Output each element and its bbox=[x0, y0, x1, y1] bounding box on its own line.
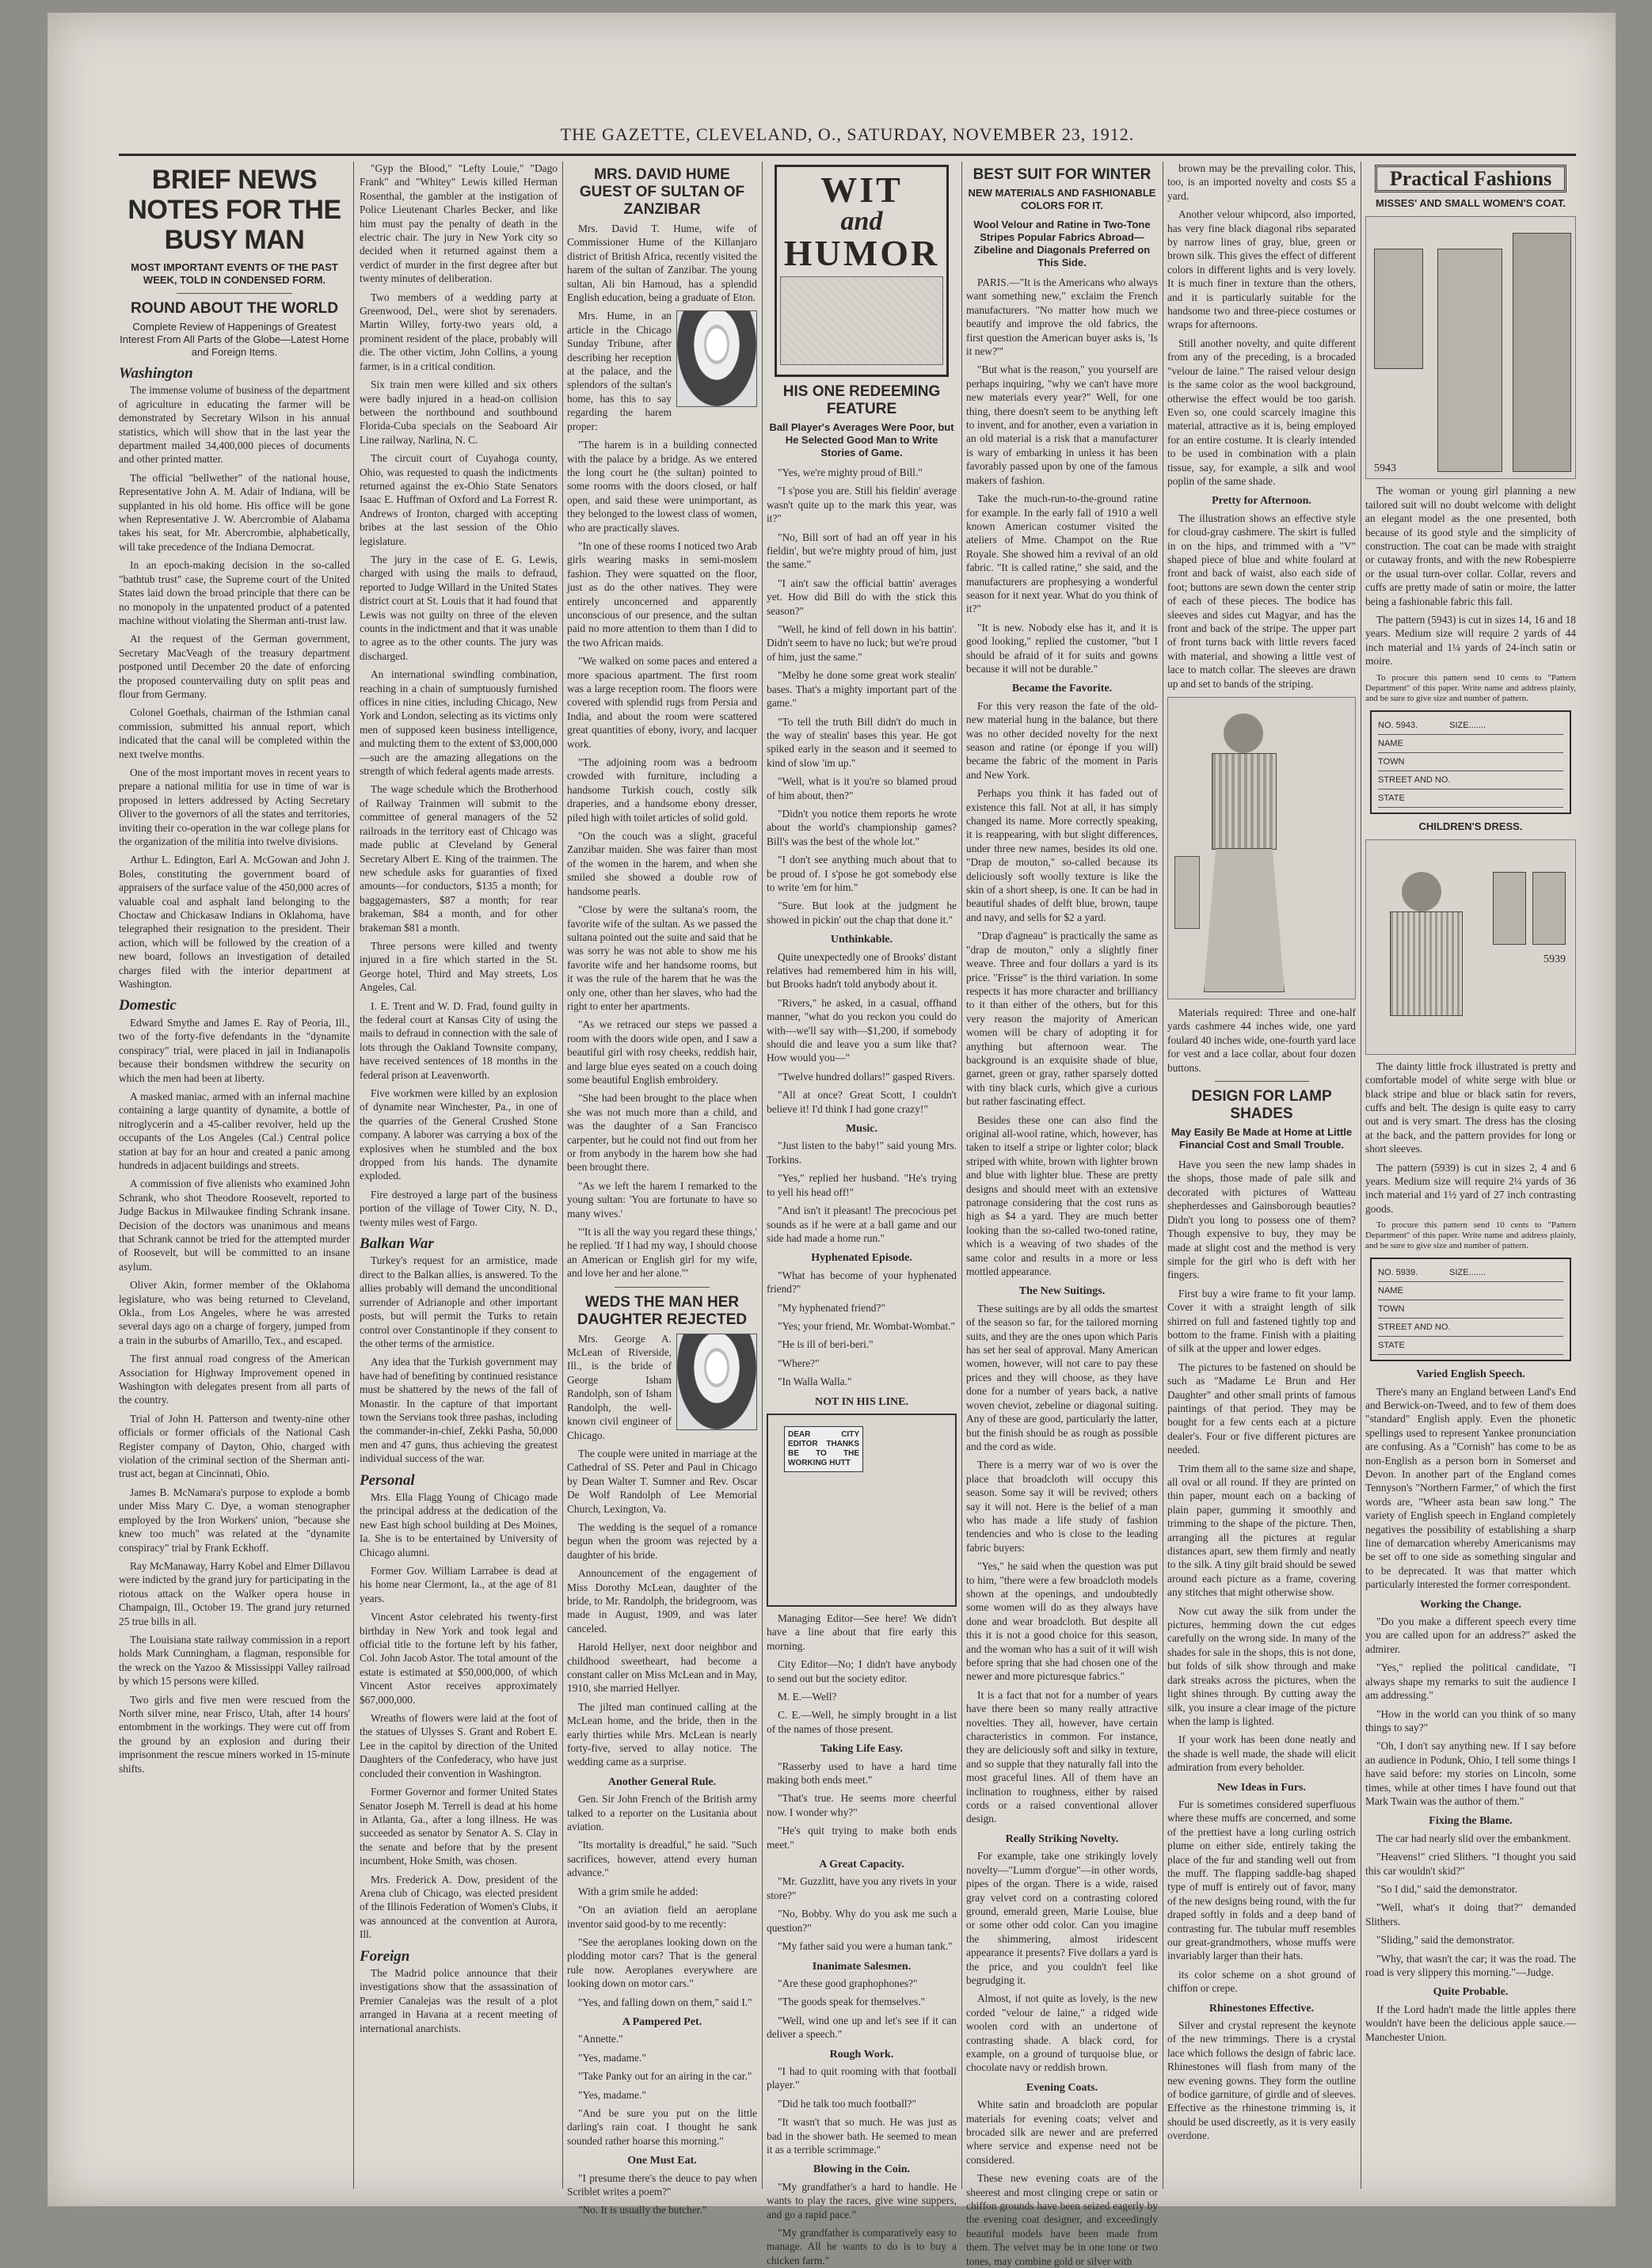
paragraph: The wedding is the sequel of a romance begun when the groom was rejected by a daughter of his bride. bbox=[567, 1520, 757, 1561]
column-practical-fashions bbox=[1365, 162, 1576, 2189]
paragraph: PARIS.—"It is the Americans who always want something new," exclaim the French manufacturers. "No matter how much we beautify and improve the old fabrics, the first question the American buyer asks is, 'Is it new?'" bbox=[966, 276, 1158, 358]
paragraph: The immense volume of business of the department of agriculture in educating the farmer will be demonstrated by Secretary Wilson in his annual statistics, which will show that in the last year the department mailed 34,400,000 pieces of documents and other printed matter. bbox=[119, 384, 350, 466]
pattern-number: 5939 bbox=[1544, 953, 1566, 966]
paragraph: With a grim smile he added: bbox=[578, 1885, 698, 1897]
portrait-mrs-mclean bbox=[676, 1334, 757, 1430]
paragraph: "How in the world can you think of so many things to say?" bbox=[1365, 1707, 1576, 1733]
subhead: One Must Eat. bbox=[627, 2155, 697, 2167]
paragraph: "My grandfather's a hard to handle. He wants to play the races, give wine suppers, and go a rapid pace." bbox=[767, 2180, 957, 2220]
paragraph: "Did he talk too much football?" bbox=[778, 2097, 916, 2110]
paragraph: The jilted man continued calling at the McLean home, and the bride, then in the early thirties while Mrs. McLean is nearly forty-five, served to allay notice. The wedding came as a surprise. bbox=[567, 1700, 757, 1768]
paragraph: "To tell the truth Bill didn't do much in the way of stealin' bases this year. He got spiked early in the season and it seemed to kind of slow 'im up." bbox=[767, 715, 957, 769]
paragraph: "I had to quit rooming with that football player." bbox=[767, 2064, 957, 2091]
paragraph: "As we retraced our steps we passed a room with the doors wide open, and I saw a beautiful girl with rosy cheeks, reddish hair, and large blue eyes seated on a couch doing some beautiful English embroidery. bbox=[567, 1018, 757, 1086]
column-news-continued bbox=[360, 162, 558, 2189]
paragraph: Perhaps you think it has faded out of existence this fall. Not at all, it has simply changed its name. More correctly speaking, it is reappearing, with but slight differences, under three new names, besides its old one. "Drap de mouton," so-called because its deliciously soft woolly texture is like the skin of a short sheep, is one. It can be had in beautiful shades of delft blue, brown, taupe and navy, and sells for $2 a yard. bbox=[966, 787, 1158, 923]
coupon-line: NAME bbox=[1378, 735, 1563, 753]
paragraph: The Madrid police announce that their investigations show that the assassination of Premier Canalejas was the result of a plot arranged in Havana at a recent meeting of international anarchists. bbox=[360, 1966, 558, 2034]
coupon-line: NO. 5943. SIZE....... bbox=[1378, 717, 1563, 735]
divider bbox=[177, 293, 292, 294]
paragraph: In an epoch-making decision in the so-called "bathtub trust" case, the Supreme court of the United States laid down the broad principle that there can be no monopoly in the unpatented product of a patented machine without violating the Sherman anti-trust law. bbox=[119, 559, 350, 626]
paragraph: Mrs. Frederick A. Dow, president of the Arena club of Chicago, was elected president of the Illinois Federation of Women's Clubs, it was announced at the convention at Aurora, Ill. bbox=[360, 1873, 558, 1941]
subhead: NOT IN HIS LINE. bbox=[814, 1395, 908, 1408]
subhead: Really Striking Novelty. bbox=[1005, 1832, 1119, 1845]
pattern-coupon[interactable] bbox=[1370, 710, 1571, 814]
subhead: Pretty for Afternoon. bbox=[1212, 495, 1311, 508]
paragraph: There is a merry war of wo is over the place that broadcloth will occupy this season. Some say it will be revived; others say it will not. Here is the belief of a man who has made a life study of fashion tendencies and who is close to the leading fabric buyers: bbox=[966, 1459, 1158, 1554]
paragraph: "I presume there's the deuce to pay when Scriblet writes a poem?" bbox=[567, 2171, 757, 2198]
paragraph: "Drap d'agneau" is practically the same as "drap de mouton," only a slightly finer weave. Three and four dollars a yard is its price. "Frisse" is the third variation. In some respects it has more character and brilliancy to it than either of the others, but for this very reason the majority of American women will be chary of adopting it for anything but afternoon wear. The background is an exquisite shade of blue, garnet, green or gray, rather sparsely dotted with tiny black curls, which give a curious but rather fascinating effect. bbox=[966, 930, 1158, 1108]
paragraph: "Mr. Guzzlitt, have you any rivets in your store?" bbox=[767, 1875, 957, 1901]
paragraph: "And be sure you put on the little darling's rain coat. I thought he sank sounded rather hoarse this morning." bbox=[567, 2106, 757, 2147]
divider bbox=[615, 1287, 710, 1288]
paragraph: White satin and broadcloth are popular materials for evening coats; velvet and brocaded silk are newer and are preferred where service and expense need not be considered. bbox=[966, 2099, 1158, 2166]
paragraph: Trial of John H. Patterson and twenty-nine other officials or former officials of the National Cash Register company of Dayton, Ohio, charged with violation of the criminal section of the Sherman anti-trust act, began at Cincinnati, Ohio. bbox=[119, 1412, 350, 1480]
portrait-mrs-hume bbox=[676, 310, 757, 407]
paragraph: "In one of these rooms I noticed two Arab girls wearing masks in semi-moslem fashion. They were squatted on the floor, just as do the other natives. They were entirely unconcerned and apparently unconscious of our presence, and the sultan paid no more attention to them than I did to the two African maids. bbox=[567, 539, 757, 649]
paragraph: Fire destroyed a large part of the business portion of the village of Tower City, N. D., twenty miles west of Fargo. bbox=[360, 1188, 558, 1228]
paragraph: These suitings are by all odds the smartest of the season so far, for the tailored morning suits, and they are the ones upon which Paris has set her seal of approval. Many American women, however, will not care to pay these prices and they will choose, as they have done for a number of years back, a native woven cheviot, zebeline or diagonal suiting. Any of these are good, particularly the latter, but the finish should be as rough as possible and the cord as wide. bbox=[966, 1302, 1158, 1452]
paragraph: "Close by were the sultana's room, the favorite wife of the sultan. As we passed the sultana pointed out the suite and said that he was sorry he was not able to show me his favorite wife and her handsome rooms, but it was the rule of the harem that he was the only one, other than her slaves, who had the right to enter her apartments. bbox=[567, 904, 757, 1012]
paragraph: Mrs. Ella Flagg Young of Chicago made the principal address at the dedication of the new East high school building at Des Moines, Ia. She is to be entertained by University of Chicago alumni. bbox=[360, 1490, 558, 1558]
paragraph: The pattern (5939) is cut in sizes 2, 4 and 6 years. Medium size will require 2¼ yards of 36 inch material and 1½ yard of 27 inch contrasting goods. bbox=[1365, 1161, 1576, 1215]
paragraph: "Rasserby used to have a hard time making both ends meet." bbox=[767, 1760, 957, 1787]
headline-lamp-shades: DESIGN FOR LAMP SHADES bbox=[1191, 1088, 1332, 1123]
paragraph: "Yes," replied her husband. "He's trying to yell his head off!" bbox=[767, 1172, 957, 1198]
paragraph: Mrs. David T. Hume, wife of Commissioner Hume of the Killanjaro district of British Africa, recently visited the harem of the sultan of Zanzibar. The young sultan, Ali bin Hamoud, has a splendid English education, being a graduate of Eton. bbox=[567, 223, 757, 304]
paragraph: Besides these one can also find the original all-wool ratine, which, however, has taken to itself a stripe or lighter color; black striped with white, brown with lighter brown and blue with lighter blue. These are pretty designs and should meet with an extensive patronage considering that the cost runs as high as $4 a yard. They are much better looking than the so-called two-toned ratine, which is a weaving of two shades of the same color and results in a more or less mottled appearance. bbox=[966, 1113, 1158, 1278]
section-domestic: Domestic bbox=[119, 997, 177, 1014]
paragraph: Silver and crystal represent the keynote of the new trimmings. There is a crystal lace which follows the design of fabric lace. Rhinestones will flash from many of the new evening gowns. They form the outline of bodice garniture, of girdle and of sleeves. Effective as the rhinestone trimming is, it should be used discreetly, as it is very easily overdone. bbox=[1167, 2019, 1356, 2142]
paragraph: The wage schedule which the Brotherhood of Railway Trainmen will submit to the committee of general managers of the 52 railroads in the territory east of Chicago was made public at Cleveland by General Secretary Albert E. King of the trainmen. The new schedule asks for guaranties of fixed amounts—for conductors, $135 a month; for baggagemasters, $87 a month; for rear brakeman, $84 a month, and for other brakeman $81 a month. bbox=[360, 783, 558, 934]
column-sultan bbox=[567, 162, 757, 2217]
paragraph: For this very reason the fate of the old-new material hung in the balance, but there was no other decided novelty for the next season and ratine (or éponge if you will) became the fabric of the moment in Paris and New York. bbox=[966, 699, 1158, 781]
paragraph: Arthur L. Edington, Earl A. McGowan and John J. Boles, constituting the government board of appraisers of the surface value of the 450,000 acres of valuable coal and asphalt land belonging to the Choctaw and Chickasaw Indians in Oklahoma, have telegraphed their resignation to the president. Their action, which will be followed by the creation of a new board, follows an investigation of detailed charges filed with the interior department at Washington. bbox=[119, 854, 350, 991]
paragraph: "Are these good graphophones?" bbox=[778, 1977, 918, 1989]
paragraph: Trim them all to the same size and shape, all oval or all round. If they are printed on thin paper, mount each on a backing of plain paper, gumming it smoothly and trimming to the shape of the picture. Then, arranging all the pictures at regular distances apart, sew them firmly and neatly to the silk. A tiny gilt braid should be sewed around each picture as a frame, covering any stitches that might otherwise show. bbox=[1167, 1462, 1356, 1599]
paragraph: At the request of the German government, Secretary MacVeagh of the treasury department postponed until December 20 the date of enforcing the proposed countervailing duty on split peas and flour from Germany. bbox=[119, 633, 350, 700]
paragraph: Turkey's request for an armistice, made direct to the Balkan allies, is answered. To the allies probably will demand the unconditional surrender of Adrianople and other important posts, but will permit the Turks to retain control over Constantinople if they consent to the other terms of the armistice. bbox=[360, 1254, 558, 1349]
paragraph: Wreaths of flowers were laid at the foot of the statues of Ulysses S. Grant and Robert E. Lee in the capitol by direction of the United Daughters of the Confederacy, who have just concluded their convention in Washington. bbox=[360, 1712, 558, 1779]
paragraph: Six train men were killed and six others were badly injured in a head-on collision between the northbound and southbound Florida-Cuba specials on the Seaboard Air Line railway, Narlina, N. C. bbox=[360, 379, 558, 446]
paragraph: A masked maniac, armed with an infernal machine containing a large quantity of dynamite, a bottle of nitroglycerin and a 45-caliber revolver, held up the occupants of the Los Angeles (Cal.) Central police station at bay for an hour and created a panic among hundreds in adjacent buildings and streets. bbox=[119, 1090, 350, 1171]
paragraph: "On an aviation field an aeroplane inventor said good-by to me recently: bbox=[567, 1904, 757, 1930]
figure-title: CHILDREN'S DRESS. bbox=[1418, 820, 1523, 832]
paragraph: "Rivers," he asked, in a casual, offhand manner, "what do you reckon you could do with—we'll say with—$1,200, if somebody should die and leave you a sum like that? How would you—" bbox=[767, 996, 957, 1064]
paragraph: To procure this pattern send 10 cents to "Pattern Department" of this paper. Write name and address plainly, and be sure to give size and number of pattern. bbox=[1365, 1220, 1576, 1251]
paragraph: If the Lord hadn't made the little apples there wouldn't have been the delicious apple sauce.—Manchester Union. bbox=[1365, 2003, 1576, 2043]
subhead: Became the Favorite. bbox=[1011, 683, 1113, 695]
paragraph: One of the most important moves in recent years to prepare a national militia for use in time of war is proposed in letters addressed by Acting Secretary Oliver to the governors of all the states and territories, inviting their co-operation in the war college plans for the organization of the militia into twelve divisions. bbox=[119, 766, 350, 847]
paragraph: "Yes, and falling down on them," said I." bbox=[578, 1996, 752, 2008]
pattern-coupon[interactable] bbox=[1370, 1258, 1571, 1361]
subhead: Fixing the Blame. bbox=[1429, 1815, 1513, 1828]
section-washington: Washington bbox=[119, 365, 193, 382]
coupon-line: STATE bbox=[1378, 1337, 1563, 1355]
paragraph: "Well, what is it you're so blamed proud of him about, then?" bbox=[767, 775, 957, 801]
column-wit-humor bbox=[767, 162, 957, 2266]
section-balkan-war: Balkan War bbox=[360, 1235, 434, 1253]
childrens-dress-illustration bbox=[1365, 839, 1576, 1055]
column-rule bbox=[353, 162, 354, 2189]
paragraph: "Well, he kind of fell down in his battin'. Didn't seem to have no luck; but we're proud of him, just the same." bbox=[767, 623, 957, 663]
paragraph: "Yes," he said when the question was put to him, "there were a few broadcloth models shown at the openings, and undoubtedly some women will do as they always have done and wear broadcloth. But despite all this it is not a good choice for this season, and the woman who has a suit of it will wish before spring that she had chosen one of the newer and more picturesque fabrics." bbox=[966, 1560, 1158, 1683]
paragraph: "All at once? Great Scott, I couldn't believe it! I'd think I had gone crazy!" bbox=[767, 1089, 957, 1115]
paragraph: Five workmen were killed by an explosion of dynamite near Winchester, Pa., in one of the quarries of the General Crushed Stone company. A laborer was carrying a box of the explosives when he stumbled and the box dropped from his hands. The dynamite exploded. bbox=[360, 1087, 558, 1182]
paragraph: The car had nearly slid over the embankment. bbox=[1376, 1832, 1571, 1844]
paragraph: For example, take one strikingly lovely novelty—"Lumm d'orgue"—in other words, pipes of the organ. There is a wide, raised gray velvet cord on a contrasting colored ground, emerald green, Marie Louise, blue or some other odd color. Can you imagine the shimmering, almost iridescent appearance it presents? Five dollars a yard is the price, and you couldn't feel like begrudging it. bbox=[966, 1850, 1158, 1986]
paragraph: Mrs. George A. McLean of Riverside, Ill., is the bride of George Isham Randolph, son of Isham Randolph, the well-known civil engineer of Chicago. bbox=[567, 1332, 672, 1441]
paragraph: "No, Bobby. Why do you ask me such a question?" bbox=[767, 1908, 957, 1934]
section-personal: Personal bbox=[360, 1471, 415, 1489]
coupon-line: STREET AND NO. bbox=[1378, 771, 1563, 790]
subhead: Evening Coats. bbox=[1026, 2081, 1098, 2094]
paragraph: "On the couch was a slight, graceful Zanzibar maiden. She was fairer than most of the women in the harem, and when she smiled she showed a double row of handsome pearls. bbox=[567, 830, 757, 897]
paragraph: "No, Bill sort of had an off year in his fieldin', but we're mighty proud of him, just the same." bbox=[767, 531, 957, 571]
paragraph: An international swindling combination, reaching in a chain of sumptuously furnished offices in nine cities, including Chicago, New York and London, selecting as its victims only men of supposed keen business intelligence, and mulcting them to the extent of $3,000,000—such are the amazing allegations on the strength of which federal agents made arrests. bbox=[360, 668, 558, 778]
subhead: A Great Capacity. bbox=[819, 1859, 904, 1871]
subhead: Quite Probable. bbox=[1433, 1986, 1509, 1999]
paragraph: "My hyphenated friend?" bbox=[778, 1301, 885, 1314]
coupon-size: SIZE....... bbox=[1449, 1268, 1486, 1278]
paragraph: "My grandfather is comparatively easy to manage. All he wants to do is to buy a chicken farm." bbox=[767, 2227, 957, 2266]
coupon-line: STATE bbox=[1378, 790, 1563, 808]
headline-redeeming: HIS ONE REDEEMING FEATURE bbox=[782, 383, 941, 417]
subhead: Working the Change. bbox=[1420, 1598, 1521, 1611]
paragraph: "Yes," replied the political candidate, "I always shape my remarks to suit the audience I am addressing." bbox=[1365, 1661, 1576, 1702]
paragraph: "Why, that wasn't the car; it was the road. The road is very slippery this morning."—Judge. bbox=[1365, 1952, 1576, 1978]
paragraph: The woman or young girl planning a new tailored suit will no doubt welcome with delight an elegant model as the one presented, both because of its good style and the simplicity of construction. The coat can be made with straight or cutaway fronts, and with the new Robespierre or the usual turn-over collar. Collar, revers and cuffs are pretty made of satin or moire, the latter being a fashionable fabric this fall. bbox=[1365, 485, 1576, 607]
column-rule bbox=[961, 162, 962, 2189]
paragraph: "Gyp the Blood," "Lefty Louie," "Dago Frank" and "Whitey" Lewis killed Herman Rosenthal, the gambler at the instigation of Police Lieutenant Charles Becker, and like him must pay the penalty of death in the electric chair. The jury in New York city so decided when it returned against them a verdict of murder in the first degree after but twenty minutes of deliberation. bbox=[360, 162, 558, 285]
paragraph: Take the much-run-to-the-ground ratine for example. In the early fall of 1910 a well known American costumer visited the ateliers of Mme. Champot on the Rue Royale. She showed him a revival of an old fabric. "It is called ratine," she said, and the manufacturers are prophesying a wonderful season for it next year. What do you think of it?" bbox=[966, 493, 1158, 615]
paragraph: "We walked on some paces and entered a more spacious apartment. The first room was a large reception room. The floors were covered with splendid rugs from Persia and India, and about the room were scattered great quantities of ebony, ivory, and lacquer work. bbox=[567, 655, 757, 750]
paragraph: "Annette." bbox=[578, 2033, 623, 2045]
headline-best-suit: BEST SUIT FOR WINTER bbox=[973, 166, 1151, 183]
paragraph: Harold Hellyer, next door neighbor and childhood sweetheart, had become a constant caller on Miss McLean and in May, 1910, she married Hellyer. bbox=[567, 1641, 757, 1695]
paragraph: The circuit court of Cuyahoga county, Ohio, was requested to quash the indictments returned against the ex-Ohio State Senators Isaac E. Huffman of Oxford and La Forrest R. Andrews of Ironton, charged with accepting bribes at the last session of the Ohio legislature. bbox=[360, 452, 558, 547]
paragraph: Any idea that the Turkish government may have had of benefiting by continued resistance must be shattered by the news of the fall of Monastir. In the capture of that important town the Servians took three pashas, including the commander-in-chief, Zekki Pasha, 50,000 men and 47 guns, thus achieving the greatest individual success of the war. bbox=[360, 1356, 558, 1465]
paragraph: "I ain't saw the official battin' averages yet. How did Bill do with the stick this season?" bbox=[767, 577, 957, 617]
divider bbox=[1215, 1081, 1309, 1082]
paragraph: "I s'pose you are. Still his fieldin' average wasn't quite up to the mark this year, was it?" bbox=[767, 485, 957, 525]
editor-cartoon bbox=[767, 1414, 957, 1607]
paragraph: "Heavens!" cried Slithers. "I thought you said this car wouldn't skid?" bbox=[1365, 1851, 1576, 1877]
paragraph: Gen. Sir John French of the British army talked to a reporter on the Lusitania about aviation. bbox=[567, 1793, 757, 1833]
paragraph: "But what is the reason," you yourself are perhaps inquiring, "why we can't have more new materials every year?" Well, for one thing, there doesn't seem to be anything left to invent, and for another, even a variation in an old material is a risk that a manufacturer is wary of embarking in unless it has been favorably passed upon by one of the famous makers of fashion. bbox=[966, 363, 1158, 486]
paragraph: "Just listen to the baby!" said young Mrs. Torkins. bbox=[767, 1140, 957, 1166]
newspaper-page bbox=[48, 13, 1616, 2267]
paragraph: "It is new. Nobody else has it, and it is good looking," replied the customer, "but I should be afraid of it for suits and gowns because it will not be durable." bbox=[966, 621, 1158, 675]
paragraph: "Sure. But look at the judgment he showed in pickin' out the chap that done it." bbox=[767, 900, 957, 926]
paragraph: "He's quit trying to make both ends meet." bbox=[767, 1825, 957, 1851]
subdeck: Complete Review of Happenings of Greatest Interest From All Parts of the Globe—Latest Home and Foreign Items. bbox=[120, 321, 349, 358]
paragraph: Oliver Akin, former member of the Oklahoma legislature, who was being returned to Cleveland, Okla., from Los Angeles, where he was arrested several days ago on a charge of forgery, jumped from a train in the suburbs of Amarillo, Tex., and escaped. bbox=[119, 1279, 350, 1346]
paragraph: Almost, if not quite as lovely, is the new corded "velour de laine," a ridged wide woolen cord with an undertone of contrasting shade. A black cord, for example, on a ground of turquoise blue, or chocolate navy or reddish brown. bbox=[966, 1992, 1158, 2074]
paragraph: "It wasn't that so much. He was just as bad in the shower bath. He seemed to mean it as a terrible scrimmage." bbox=[767, 2116, 957, 2156]
subhead: New Ideas in Furs. bbox=[1216, 1781, 1306, 1794]
paragraph: "Yes, madame." bbox=[578, 2088, 646, 2101]
paragraph: "Sliding," said the demonstrator. bbox=[1376, 1934, 1515, 1946]
paragraph: If your work has been done neatly and the shade is well made, the shade will elicit admiration from every beholder. bbox=[1167, 1733, 1356, 1774]
headline-sultan: MRS. DAVID HUME GUEST OF SULTAN OF ZANZIBAR bbox=[579, 166, 745, 218]
paragraph: "Take Panky out for an airing in the car." bbox=[578, 2070, 752, 2083]
practical-fashions-title: Practical Fashions bbox=[1375, 165, 1566, 192]
paragraph: Still another novelty, and quite different from any of the preceding, is a brocaded "velour de laine." The raised velour design is the same color as the wool background, otherwise the effect would be too garish. Even so, one could scarcely imagine this material, attractive as it is, being employed for an entire costume. It is clearly intended to be used in combination with a plain tissue, say, for example, a silk and wool poplin of the same shade. bbox=[1167, 337, 1356, 487]
paragraph: Announcement of the engagement of Miss Dorothy McLean, daughter of the bride, to Mr. Randolph, the bridegroom, was made in August, 1909, and was later canceled. bbox=[567, 1567, 757, 1634]
paragraph: Fur is sometimes considered superfluous where these muffs are concerned, and some of the prettiest have a long curling ostrich plume on either side, entirely taking the place of the fur and standing well out from the muff. The flapping saddle-bag shaped type of muff is entirely out of favor, many of the new designs being round, with the fur draped softly in folds and a deep band of contrasting fur. The tubular muff resembles our great-grandmothers, whose muffs were invariably larger than their hats. bbox=[1167, 1798, 1356, 1962]
paragraph: The first annual road congress of the American Association for Highway Improvement opened in Washington with delegates present from all parts of the country. bbox=[119, 1353, 350, 1406]
paragraph: These new evening coats are of the sheerest and most clinging crepe or satin or chiffon grounds have been seized eagerly by the evening coat designer, and exceedingly beautiful models have been made from them. The velvet may be in one tone or two tones, may combine gold or silver with bbox=[966, 2172, 1158, 2267]
paragraph: "So I did," said the demonstrator. bbox=[1376, 1882, 1517, 1895]
subhead: Blowing in the Coin. bbox=[813, 2163, 911, 2176]
paragraph: "Well, what's it doing that?" demanded Slithers. bbox=[1365, 1901, 1576, 1927]
paragraph: The jury in the case of E. G. Lewis, charged with using the mails to defraud, reported to Judge Willard in the United States district court at St. Louis that it had found that Lewis was not guilty on three of the eleven counts in the indictment and that it was unable to agree as to the other counts. The jury was discharged. bbox=[360, 553, 558, 662]
subhead: Inanimate Salesmen. bbox=[812, 1960, 912, 1973]
paragraph: "Its mortality is dreadful," he said. "Such sacrifices, however, attend every human advance." bbox=[567, 1839, 757, 1879]
coupon-line: NO. 5939. SIZE....... bbox=[1378, 1264, 1563, 1282]
column-rule bbox=[762, 162, 763, 2189]
paragraph: "No. It is usually the butcher." bbox=[578, 2204, 707, 2217]
paragraph: "Where?" bbox=[778, 1357, 820, 1369]
paragraph: "Didn't you notice them reports he wrote about the world's championship games? Bill's was the best of the whole lot." bbox=[767, 807, 957, 847]
deck: May Easily Be Made at Home at Little Financial Cost and Small Trouble. bbox=[1170, 1126, 1353, 1151]
paragraph: "He is ill of beri-beri." bbox=[778, 1338, 874, 1351]
section-foreign: Foreign bbox=[360, 1947, 410, 1965]
paragraph: James B. McNamara's purpose to explode a bomb under Miss Mary C. Dye, a woman stenographer employed by the Iron Workers' union, "because she knew too much" was related at the "dynamite conspiracy" trial by Frank Eckhoff. bbox=[119, 1486, 350, 1554]
paragraph: "Yes, madame." bbox=[578, 2051, 646, 2064]
masthead: THE GAZETTE, CLEVELAND, O., SATURDAY, NOVEMBER 23, 1912. bbox=[119, 116, 1576, 156]
paragraph: "Yes; your friend, Mr. Wombat-Wombat." bbox=[778, 1319, 956, 1332]
paragraph: "See the aeroplanes looking down on the plodding motor cars? That is the general rule now. Aeroplanes everywhere are looking down on motor cars." bbox=[567, 1935, 757, 1990]
paragraph: There's many an England between Land's End and Berwick-on-Tweed, and to few of them does "standard" English apply. Even the phonetic spellings used to represent Yankee pronunciation are confusing. As a "Cornish" has come to be as non-English as a person born in Somerset and Devon. In another part of the England comes Tennyson's "Northern Farmer," of which the first words are, "Wheer asta bean saw long." The variety of English speech in England completely negatives the possibility of establishing a sharp line of demarcation whereby Americanisms may be set off to one side as something singular and to be deprecated. It was that matter which particularly interested the former correspondent. bbox=[1365, 1385, 1576, 1591]
paragraph: The pictures to be fastened on should be such as "Madame Le Brun and Her Daughter" and other small prints of famous paintings of that period. They may be bought for a few cents each at a picture dealer's. Four or five different pictures are needed. bbox=[1167, 1360, 1356, 1456]
coupon-line: NAME bbox=[1378, 1282, 1563, 1300]
paragraph: "Melby he done some great work stealin' bases. That's a mighty important part of the game." bbox=[767, 669, 957, 710]
column-best-suit bbox=[966, 162, 1158, 2267]
paragraph: The official "bellwether" of the national house, Representative John A. M. Adair of Indiana, will be supplanted in his old home. His office will be gone when Representative J. W. Abercrombie of Alabama takes his seat, for Mr. Abercrombie, alphabetically, will take precedence of the Indiana Democrat. bbox=[119, 471, 350, 553]
paragraph: "Yes, we're mighty proud of Bill." bbox=[778, 466, 923, 478]
subhead: Rhinestones Effective. bbox=[1209, 2002, 1315, 2015]
paragraph: The dainty little frock illustrated is pretty and comfortable model of white serge with blue or black stripe and blue or black satin for revers, cuffs and belt. The design is quite easy to carry out and is very smart. The dress has the closing at the back, and the pattern provides for long or short sleeves. bbox=[1365, 1060, 1576, 1155]
subhead: The New Suitings. bbox=[1018, 1285, 1106, 1298]
wit-and-humor-logo bbox=[775, 165, 949, 377]
paragraph: Another velour whipcord, also imported, has very fine black diagonal ribs separated by narrow lines of gray, blue, green or brown silk. This gives the effect of different colors in different lights and is very lovely. It is much finer in texture than the others, and it is particularly suitable for the handsome two and three-piece costumes or wraps for afternoons. bbox=[1167, 208, 1356, 331]
subhead: Varied English Speech. bbox=[1416, 1368, 1525, 1381]
paragraph: Managing Editor—See here! We didn't have a line about that fire early this morning. bbox=[767, 1612, 957, 1652]
subhead: Rough Work. bbox=[829, 2048, 894, 2061]
paragraph: its color scheme on a shot ground of chiffon or crepe. bbox=[1167, 1968, 1356, 1995]
deck: NEW MATERIALS AND FASHIONABLE COLORS FOR IT. bbox=[968, 187, 1156, 211]
paragraph: The couple were united in marriage at the Cathedral of SS. Peter and Paul in Chicago by Dean Walter T. Sumner and Rev. Oscar De Wolf Randolph of Lee Memorial Church, Lexington, Va. bbox=[567, 1447, 757, 1515]
paragraph: "The adjoining room was a bedroom crowded with furniture, including a handsome Turkish couch, costly silk draperies, and a handsome ebony dresser, piled high with toilet articles of solid gold. bbox=[567, 756, 757, 824]
deck: Ball Player's Averages Were Poor, but He Selected Good Man to Write Stories of Game. bbox=[769, 421, 954, 459]
figure-title: MISSES' AND SMALL WOMEN'S COAT. bbox=[1376, 197, 1566, 210]
coupon-line: TOWN bbox=[1378, 1300, 1563, 1319]
paragraph: Edward Smythe and James E. Ray of Peoria, Ill., two of the forty-five defendants in the "dynamite conspiracy" trial, were placed in jail in Indianapolis because their bondsmen withdrew the security on which the men had been at liberty. bbox=[119, 1016, 350, 1084]
paragraph: City Editor—No; I didn't have anybody to send out but the society editor. bbox=[767, 1658, 957, 1684]
logo-word: WIT bbox=[820, 169, 903, 210]
paragraph: "And isn't it pleasant! The precocious pet sounds as if he were at a ball game and our side had made a home run." bbox=[767, 1204, 957, 1244]
subhead: A Pampered Pet. bbox=[622, 2015, 702, 2028]
logo-word: HUMOR bbox=[783, 233, 940, 273]
subhead: Unthinkable. bbox=[830, 934, 893, 946]
paragraph: Colonel Goethals, chairman of the Isthmian canal commission, submitted his annual report, which indicated that the canal will be completed within the next twelve months. bbox=[119, 706, 350, 760]
subhead: Music. bbox=[845, 1123, 878, 1136]
logo-word: and bbox=[840, 207, 883, 236]
deck: MOST IMPORTANT EVENTS OF THE PAST WEEK, TOLD IN CONDENSED FORM. bbox=[131, 261, 338, 286]
paragraph: "Well, wind one up and let's see if it can deliver a speech." bbox=[767, 2014, 957, 2041]
paragraph: "I don't see anything much about that to be proud of. I s'pose he got somebody else to write 'em for him." bbox=[767, 854, 957, 893]
paragraph: Former Gov. William Larrabee is dead at his home near Clermont, Ia., at the age of 81 years. bbox=[360, 1565, 558, 1604]
paragraph: C. E.—Well, he simply brought in a list of the names of those present. bbox=[767, 1709, 957, 1735]
paragraph: "That's true. He seems more cheerful now. I wonder why?" bbox=[767, 1792, 957, 1818]
paragraph: Three persons were killed and twenty injured in a fire which started in the St. George hotel, Third and May streets, Los Angeles, Cal. bbox=[360, 939, 558, 994]
coupon-line: STREET AND NO. bbox=[1378, 1319, 1563, 1337]
paragraph: First buy a wire frame to fit your lamp. Cover it with a straight length of silk shirred on full and fastened tightly top and bottom to the frame. Finish with a plaiting of silk at the upper and lower edges. bbox=[1167, 1287, 1356, 1355]
headline-news-notes: BRIEF NEWS NOTES FOR THE BUSY MAN bbox=[128, 165, 341, 255]
subheadline: ROUND ABOUT THE WORLD bbox=[130, 300, 339, 317]
paragraph: brown may be the prevailing color. This, too, is an imported novelty and costs $5 a yard. bbox=[1167, 162, 1356, 202]
paragraph: "She had been brought to the place when she was not much more than a child, and was the daughter of a San Francisco carpenter, but he could not find out from her or from anybody in the harem how she had been brought there. bbox=[567, 1092, 757, 1174]
paragraph: "Oh, I don't say anything new. If I say before an audience in Podunk, Ohio, I tell some things I have said before: my stories on Lincoln, some times, while at other times I have found out that Mark Twain was the author of them." bbox=[1365, 1740, 1576, 1807]
paragraph: Former Governor and former United States Senator Joseph M. Terrell is dead at his home in Atlanta, Ga., after a long illness. He was succeeded as senator by Senator A. S. Clay in the senate and before that by the present incumbent, Hoke Smith, was chosen. bbox=[360, 1786, 558, 1867]
column-rule bbox=[562, 162, 563, 2189]
paragraph: "My father said you were a human tank." bbox=[778, 1940, 953, 1953]
paragraph: A commission of five alienists who examined John Schrank, who shot Theodore Roosevelt, reported to Judge Backus in Milwaukee finding Schrank insane. Decision of the doctors was unanimous and means that Schrank cannot be tried for the attempted murder of Roosevelt, but will be committed to an insane asylum. bbox=[119, 1178, 350, 1273]
paragraph: M. E.—Well? bbox=[778, 1691, 837, 1703]
paragraph: "Do you make a different speech every time you are called upon for an address?" asked the admirer. bbox=[1365, 1615, 1576, 1655]
paragraph: "In Walla Walla." bbox=[778, 1376, 852, 1388]
paragraph: "As we left the harem I remarked to the young sultan: 'You are fortunate to have so many wives.' bbox=[567, 1179, 757, 1220]
paragraph: To procure this pattern send 10 cents to "Pattern Department" of this paper. Write name and address plainly, and be sure to give size and number of pattern. bbox=[1365, 672, 1576, 703]
pattern-number: 5943 bbox=[1374, 462, 1396, 474]
paragraph: "'It is all the way you regard these things,' he replied. 'If I had my way, I should choose an American or English girl for my wife, and love her and her alone.'" bbox=[567, 1226, 757, 1280]
paragraph: Materials required: Three and one-half yards cashmere 44 inches wide, one yard foulard 40 inches wide, one-fourth yard lace for vest and a lace collar, about four dozen buttons. bbox=[1167, 1007, 1356, 1074]
paragraph: Two members of a wedding party at Greenwood, Del., were shot by serenaders. Martin Willey, forty-two years old, a prominent resident of the place, probably will die. The other victim, John Collins, a young farmer, is in a critical condition. bbox=[360, 291, 558, 372]
headline-weds: WEDS THE MAN HER DAUGHTER REJECTED bbox=[577, 1293, 748, 1328]
paragraph: Have you seen the new lamp shades in the shops, those made of pale silk and decorated with pictures of Watteau shepherdesses and Gainsborough beauties? Didn't you long to possess one of them? Though expensive to buy, they may be made at slight cost and the method is very simple for the girl who is deft with her fingers. bbox=[1167, 1159, 1356, 1281]
subhead: Another General Rule. bbox=[607, 1775, 717, 1788]
paragraph: The pattern (5943) is cut in sizes 14, 16 and 18 years. Medium size will require 2 yards of 44 inch material and 1¼ yards of 24-inch satin or moire. bbox=[1365, 614, 1576, 668]
subhead: Taking Life Easy. bbox=[820, 1743, 904, 1756]
paragraph: It is a fact that not for a number of years have there been so many really attractive novelties. They all, however, have certain characteristics in common. For instance, they are deliciously soft and silky in texture, and so supple that they naturally fall into the most graceful lines. All of them have an inclination to roughness, either by raised cords or a raised conventional allover design. bbox=[966, 1688, 1158, 1825]
paragraph: "The goods speak for themselves." bbox=[778, 1996, 926, 2008]
paragraph: Vincent Astor celebrated his twenty-first birthday in New York and took legal and official title to the fortune left by his father, Col. John Jacob Astor. The total amount of the estate is estimated at $50,000,000, of which Vincent Astor receives approximately $67,000,000. bbox=[360, 1611, 558, 1706]
paragraph: Ray McManaway, Harry Kobel and Elmer Dillavou were indicted by the grand jury for participating in the riotous attack on the Walker opera house in Champaign, Ill., October 19. The grand jury returned 25 true bills in all. bbox=[119, 1559, 350, 1627]
cartoon-note: DEAR CITY EDITOR THANKS BE TO THE WORKING HUTT bbox=[784, 1426, 863, 1472]
paragraph: Quite unexpectedly one of Brooks' distant relatives had remembered him in his will, but Brooks hadn't told anybody about it. bbox=[767, 950, 957, 991]
subhead: Hyphenated Episode. bbox=[811, 1252, 912, 1265]
coupon-line: TOWN bbox=[1378, 753, 1563, 771]
paragraph: Now cut away the silk from under the pictures, hemming down the cut edges carefully on the wrong side. In many of the shades for sale in the shops, this is not done, but folds of silk show through and make dark streaks across the pictures, when the light shines through. By cutting away the silk, you insure a clear image of the picture when the lamp is lighted. bbox=[1167, 1604, 1356, 1727]
cartoon-illustration bbox=[780, 276, 943, 365]
coupon-size: SIZE....... bbox=[1449, 720, 1486, 730]
coat-illustration bbox=[1365, 216, 1576, 479]
paragraph: "The harem is in a building connected with the palace by a bridge. As we entered the long court he (the sultan) pointed to some rooms with the doors closed, or half open, and said these were unimportant, as they belonged to the lowest class of women, who are practically slaves. bbox=[567, 439, 757, 534]
paragraph: Two girls and five men were rescued from the North silver mine, near Frisco, Utah, after 14 hours' entombment in the workings. They were cut off from the ground by an explosion and during their imprisonment the rescue miners worked in 15-minute shifts. bbox=[119, 1693, 350, 1775]
paragraph: The illustration shows an effective style for cloud-gray cashmere. The skirt is fulled in on the hips, and trimmed with a "V" shaped piece of blue and white foulard at front and back of waist, also each side of foot; buttons are sewn down the center strip of each of these pieces. The bodice has sleeves and sides cut Magyar, and has the front and back of the stripe. The upper part of front turns back with little revers faced with material, and showing a little vest of lace to match collar. The sleeves are drawn up and set to bands of the striping. bbox=[1167, 512, 1356, 690]
column-news-notes bbox=[119, 162, 350, 2189]
paragraph: Mrs. Hume, in an article in the Chicago Sunday Tribune, after describing her reception at the palace, and the splendors of the sultan's home, has this to say regarding the harem proper: bbox=[567, 310, 672, 432]
paragraph: "Twelve hundred dollars!" gasped Rivers. bbox=[778, 1070, 955, 1083]
afternoon-dress-illustration bbox=[1167, 697, 1356, 999]
paragraph: The Louisiana state railway commission in a report holds Mark Cunningham, a flagman, responsible for the wreck on the Yazoo & Mississippi Valley railroad by which 15 persons were killed. bbox=[119, 1633, 350, 1688]
column-fabrics bbox=[1167, 162, 1356, 2189]
paragraph: "What has become of your hyphenated friend?" bbox=[767, 1269, 957, 1296]
paragraph: I. E. Trent and W. D. Frad, found guilty in the federal court at Kansas City of using the mails to defraud in connection with the sale of lots through the Oakland Townsite company, have received sentences of 18 months in the federal prison at Leavenworth. bbox=[360, 999, 558, 1081]
deck: Wool Velour and Ratine in Two-Tone Stripes Popular Fabrics Abroad—Zibeline and Diagonals Preferred on This Side. bbox=[973, 219, 1151, 268]
